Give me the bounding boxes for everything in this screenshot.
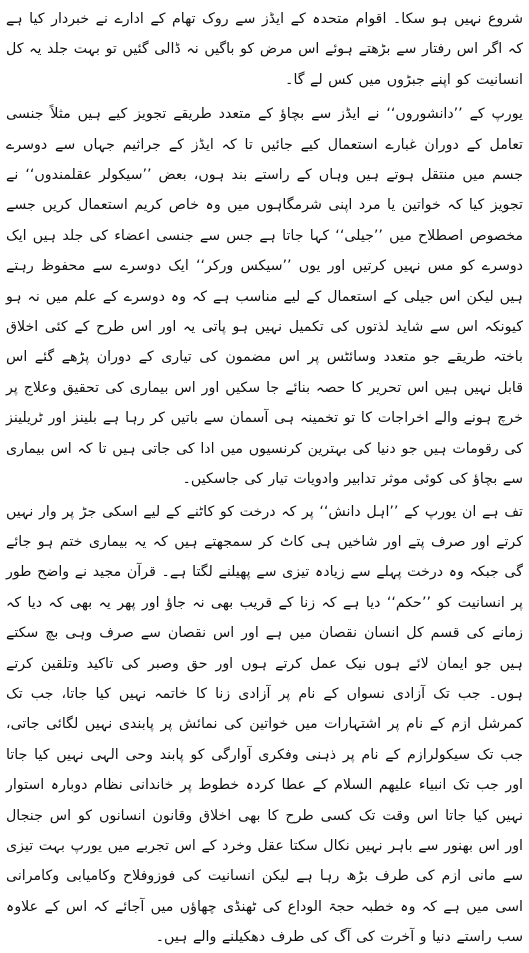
paragraph-3: تف ہے ان یورپ کے ’’اہل دانش‘‘ پر کہ درخت کو کاٹنے کے لیے اسکی جڑ پر وار نہیں کرتے اور صرف پتے اور شاخیں ہی کاٹ کر سمجھتے ہیں کہ یہ بیماری ختم ہو جائے گی جبکہ وہ درخت پہلے سے زیادہ تیزی سے پھیلنے لگتا ہے۔ قرآن مجید نے واضح طور پر انسانیت کو ’’حکم‘‘ دیا ہے کہ زنا کے قریب بھی نہ جاؤ اور پھر یہ بھی کہ دیا کہ زمانے کی قسم کل انسان نقصان میں ہے اور اس نقصان سے صرف وہی بچ سکتے ہیں جو ایمان لائے ہوں نیک عمل کرتے ہوں اور حق وصبر کی تاکید وتلقین کرتے ہوں۔ جب تک آزادی نسواں کے نام پر آزادی زنا کا خاتمہ نہیں کیا جاتا، جب تک کمرشل ازم کے نام پر اشتہارات میں خواتین کی نمائش پر پابندی نہیں لگائی جاتی، جب تک سیکولرازم کے نام پر ذہنی وفکری آوارگی کو پابند وحی الہی نہیں کیا جاتا اور جب تک انبیاء علیھم السلام کے عطا کردہ خطوط پر خاندانی نظام دوبارہ استوار نہیں کیا جاتا اس وقت تک کسی طرح کا بھی اخلاق وقانون انسانوں کو اس جنجال اور اس بھنور سے باہر نہیں نکال سکتا عقل وخرد کے اس تجربے میں یورپ بہت تیزی سے مانی ازم کی طرف بڑھ رہا ہے لیکن انسانیت کی فوزوفلاح وکامیابی وکامرانی اسی میں ہے کہ وہ خطبہ حجۃ الوداع کی ٹھنڈی چھاؤں میں آجائے کہ اس کے علاوہ سب راستے دنیا و آخرت کی آگ کی طرف دھکیلنے والے ہیں۔: [6, 503, 523, 946]
paragraph-2: یورپ کے ’’دانشوروں‘‘ نے ایڈز سے بچاؤ کے متعدد طریقے تجویز کیے ہیں مثلاً جنسی تعامل کے دوران غبارے استعمال کیے جائیں تا کہ ایڈز کے جراثیم جہاں سے دوسرے جسم میں منتقل ہوتے ہیں وہاں کے راستے بند ہوں، بعض ’’سیکولر عقلمندوں‘‘ نے تجویز کیا کہ خواتین یا مرد اپنی شرمگاہوں میں وہ خاص کریم استعمال کریں جسے مخصوص اصطلاح میں ’’جیلی‘‘ کہا جاتا ہے جس سے جنسی اعضاء کی جلد ہیں ایک دوسرے کو مس نہیں کرتیں اور یوں ’’سیکس ورکر‘‘ ایک دوسرے سے محفوظ رہتے ہیں لیکن اس جیلی کے استعمال کے لیے مناسب ہے کہ وہ دوسرے کے علم میں نہ ہو کیونکہ اس سے شاید لذتوں کی تکمیل نہیں ہو پاتی یہ اور اس طرح کے کئی اخلاق باختہ طریقے جو متعدد وسائٹس پر اس مضمون کی تیاری کے دوران پڑھے گئے اس قابل نہیں ہیں اس تحریر کا حصہ بنائے جا سکیں اور اس بیماری کی تحقیق وعلاج پر خرچ ہونے والے اخراجات کا تو تخمینہ ہی آسمان سے باتیں کر رہا ہے بلینز اور ٹریلینز کی رقومات ہیں جو دنیا کی بہترین کرنسیوں میں ادا کی جاتی ہیں تا کہ اس بیماری سے بچاؤ کی کوئی موثر تدابیر وادویات تیار کی جاسکیں۔: [6, 106, 523, 488]
paragraph-1: شروع نہیں ہو سکا۔ اقوام متحدہ کے ایڈز سے روک تھام کے ادارے نے خبردار کیا ہے کہ اگر اس رفتار سے بڑھتے ہوئے اس مرض کو باگیں نہ ڈالی گئیں تو بہت جلد یہ کل انسانیت کو اپنے جبڑوں میں کس لے گا۔: [6, 11, 523, 88]
